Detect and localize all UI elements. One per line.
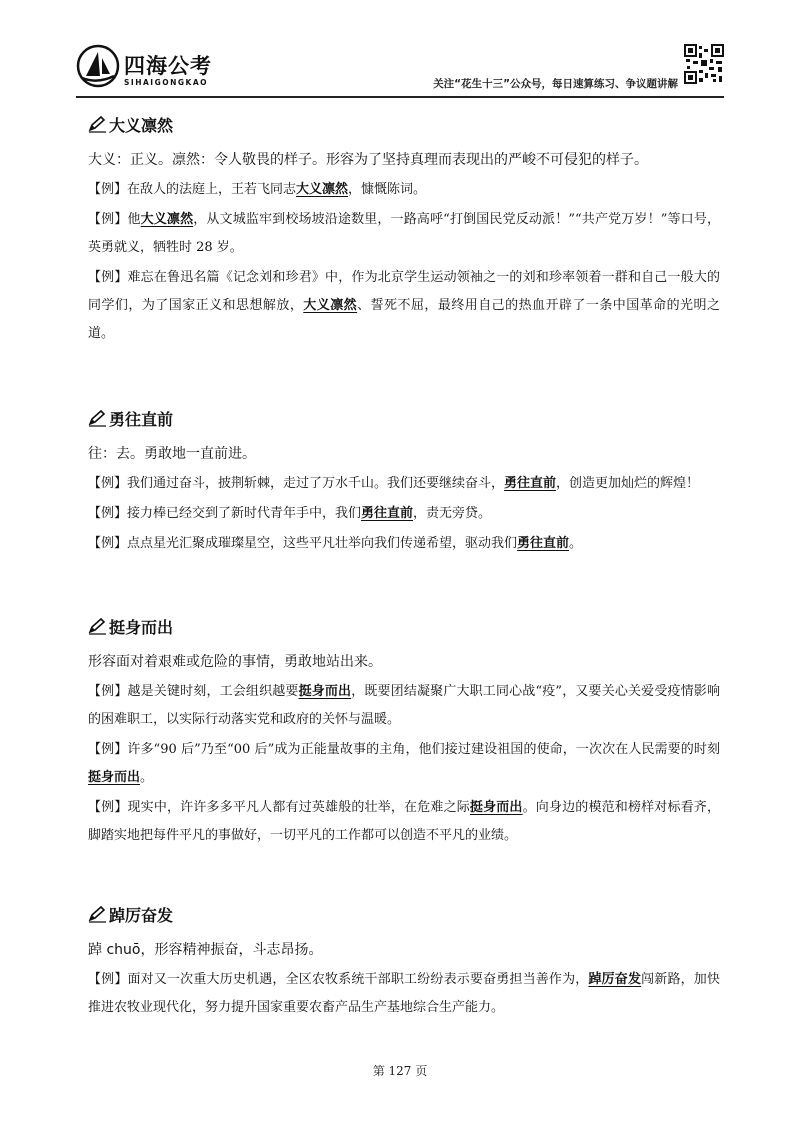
- highlighted-idiom: 大义凛然: [303, 298, 358, 313]
- brand-subtitle: SIHAIGONGKAO: [124, 78, 209, 87]
- section-title: [88, 612, 720, 640]
- pencil-icon: [88, 617, 107, 635]
- idiom-definition: 往：去。勇敢地一直前进。: [88, 446, 256, 462]
- page-number: 第 127 页: [372, 1064, 428, 1078]
- example-text: 【例】在敌人的法庭上，王若飞同志: [88, 182, 297, 197]
- example-sentence: [88, 176, 720, 204]
- section-title: [88, 404, 720, 432]
- example-sentence: [88, 794, 720, 850]
- example-text: ，责无旁贷。: [413, 506, 492, 521]
- idiom-definition: 踔 chuō，形容精神振奋，斗志昂扬。: [88, 942, 323, 958]
- highlighted-idiom: 勇往直前: [504, 476, 557, 491]
- pencil-icon: [88, 905, 107, 923]
- section-title-text: 勇往直前: [109, 409, 174, 429]
- highlighted-idiom: 勇往直前: [517, 536, 570, 551]
- example-text: 闯新路，加快推进农牧业现代化，努力提升国家重要农畜产品生产基地综合生产能力。: [88, 972, 720, 1015]
- pencil-icon: [88, 409, 107, 427]
- example-sentence: [88, 966, 720, 1022]
- highlighted-idiom: 挺身而出: [298, 684, 352, 699]
- highlighted-idiom: 勇往直前: [361, 506, 414, 521]
- idiom-definition: 形容面对着艰难或危险的事情，勇敢地站出来。: [88, 654, 382, 670]
- example-sentence: [88, 264, 720, 348]
- highlighted-idiom: 踔厉奋发: [588, 972, 642, 987]
- section-title-text: 大义凛然: [109, 115, 174, 135]
- example-text: 【例】接力棒已经交到了新时代青年手中，我们: [88, 506, 362, 521]
- example-sentence: [88, 206, 720, 262]
- section-title: [88, 900, 720, 928]
- section-spacer: [88, 350, 720, 400]
- brand-name: 四海公考: [124, 54, 212, 78]
- example-text: 【例】越是关键时刻，工会组织越要: [88, 684, 299, 699]
- example-text: ，既要团结凝聚广大职工同心战“疫”，又要关心关爱受疫情影响的困难职工，以实际行动落实党和政府的关怀与温暖。: [88, 684, 720, 727]
- example-sentence: [88, 530, 720, 558]
- section-spacer: [88, 560, 720, 608]
- example-sentence: [88, 470, 720, 498]
- example-sentence: [88, 736, 720, 792]
- section-title-text: 挺身而出: [109, 617, 174, 637]
- example-text: 【例】点点星光汇聚成璀璨星空，这些平凡壮举向我们传递希望，驱动我们: [88, 536, 518, 551]
- sihai-logo-icon: [76, 44, 120, 88]
- idiom-section: [88, 612, 720, 850]
- document-body: [88, 106, 720, 1024]
- example-text: ，从文城监牢到校场坡沿途数里，一路高呼“打倒国民党反动派！”“共产党万岁！”等口号，英勇就义，牺牲时 28 岁。: [88, 212, 720, 255]
- qr-code-icon: [684, 44, 724, 84]
- example-text: ，创造更加灿烂的辉煌！: [556, 476, 700, 491]
- example-sentence: [88, 678, 720, 734]
- example-text: 、誓死不屈，最终用自己的热血开辟了一条中国革命的光明之道。: [88, 298, 720, 341]
- example-text: 【例】现实中，许许多多平凡人都有过英雄般的壮举，在危难之际: [88, 800, 470, 815]
- example-text: 【例】他: [88, 212, 141, 227]
- example-text: 。: [140, 770, 154, 785]
- highlighted-idiom: 挺身而出: [469, 800, 523, 815]
- page-header: [76, 40, 724, 100]
- example-sentence: [88, 500, 720, 528]
- example-text: 【例】难忘在鲁迅名篇《记念刘和珍君》中，作为北京学生运动领袖之一的刘和珍率领着一群和自己一般大的同学们，为了国家正义和思想解放，: [88, 270, 720, 313]
- highlighted-idiom: 挺身而出: [88, 770, 141, 785]
- section-spacer: [88, 852, 720, 896]
- section-title-text: 踔厉奋发: [109, 905, 174, 925]
- highlighted-idiom: 大义凛然: [140, 212, 194, 227]
- idiom-section: [88, 404, 720, 558]
- highlighted-idiom: 大义凛然: [296, 182, 349, 197]
- header-divider: [76, 96, 724, 98]
- idiom-section: [88, 900, 720, 1022]
- example-text: 。向身边的模范和榜样对标看齐，脚踏实地把每件平凡的事做好，一切平凡的工作都可以创造不平凡的业绩。: [88, 800, 720, 843]
- example-text: ，慷慨陈词。: [348, 182, 427, 197]
- idiom-definition: 大义：正义。凛然：令人敬畏的样子。形容为了坚持真理而表现出的严峻不可侵犯的样子。: [88, 152, 648, 168]
- pencil-icon: [88, 115, 107, 133]
- header-slogan: 关注“花生十三”公众号，每日速算练习、争议题讲解: [433, 78, 678, 90]
- example-text: 【例】许多“90 后”乃至“00 后”成为正能量故事的主角，他们接过建设祖国的使命，一次次在人民需要的时刻: [88, 742, 720, 757]
- example-text: 【例】我们通过奋斗，披荆斩棘，走过了万水千山。我们还要继续奋斗，: [88, 476, 505, 491]
- idiom-section: [88, 110, 720, 348]
- example-text: 。: [569, 536, 583, 551]
- example-text: 【例】面对又一次重大历史机遇，全区农牧系统干部职工纷纷表示要奋勇担当善作为，: [88, 972, 589, 987]
- section-title: [88, 110, 720, 138]
